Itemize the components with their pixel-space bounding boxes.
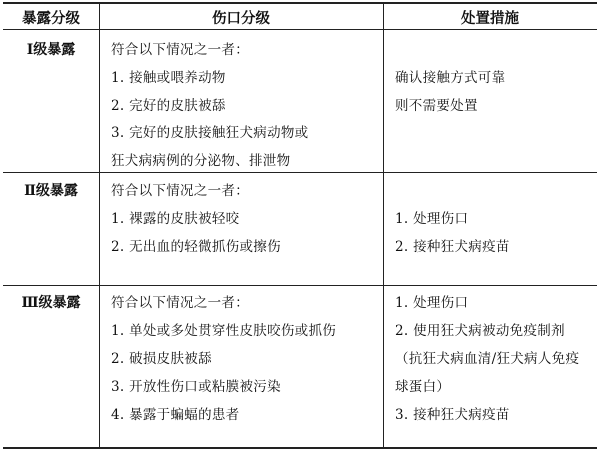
exposure-table [3, 2, 597, 449]
row-3-action-2: 2. 使用狂犬病被动免疫制剂 [395, 323, 565, 339]
row-1-level: Ⅰ级暴露 [26, 42, 76, 58]
header-action: 处置措施 [461, 9, 519, 27]
row-1-action-2: 则不需要处置 [395, 98, 478, 114]
row-1-wound-item-2: 2. 完好的皮肤被舔 [111, 98, 226, 114]
row-2-wound-intro: 符合以下情况之一者： [111, 183, 249, 199]
row-3-wound-item-1: 1. 单处或多处贯穿性皮肤咬伤或抓伤 [111, 323, 337, 339]
row-3-level: Ⅲ级暴露 [21, 295, 81, 311]
row-1-wound-item-3-cont: 狂犬病病例的分泌物、排泄物 [111, 153, 291, 169]
row-3-action-3: （抗狂犬病血清/狂犬病人免疫 [395, 351, 580, 367]
header-level: 暴露分级 [22, 9, 80, 27]
row-1-wound-intro: 符合以下情况之一者： [111, 42, 249, 58]
row-3-wound-item-3: 3. 开放性伤口或粘膜被污染 [111, 379, 281, 395]
row-2-rule [3, 285, 597, 286]
row-3-action-4: 3. 接种狂犬病疫苗 [395, 407, 510, 423]
row-3-wound-intro: 符合以下情况之一者： [111, 295, 249, 311]
row-2-level: Ⅱ级暴露 [24, 183, 78, 199]
row-2-action-2: 2. 接种狂犬病疫苗 [395, 239, 510, 255]
table-bottom-rule [3, 447, 597, 449]
header-wound: 伤口分级 [212, 9, 270, 27]
row-1-action-1: 确认接触方式可靠 [395, 70, 506, 86]
row-3-wound-item-4: 4. 暴露于蝙蝠的患者 [111, 407, 240, 423]
row-1-rule [3, 172, 597, 173]
row-1-wound-item-3: 3. 完好的皮肤接触狂犬病动物或 [111, 125, 309, 141]
row-2-wound-item-2: 2. 无出血的轻微抓伤或擦伤 [111, 239, 281, 255]
row-2-wound-item-1: 1. 裸露的皮肤被轻咬 [111, 211, 240, 227]
row-2-action-1: 1. 处理伤口 [395, 211, 469, 227]
col-divider-2 [383, 2, 384, 449]
row-3-action-3-cont: 球蛋白） [395, 379, 451, 395]
row-3-action-1: 1. 处理伤口 [395, 295, 469, 311]
row-1-wound-item-1: 1. 接触或喂养动物 [111, 70, 226, 86]
col-divider-1 [99, 2, 100, 449]
row-3-wound-item-2: 2. 破损皮肤被舔 [111, 351, 212, 367]
